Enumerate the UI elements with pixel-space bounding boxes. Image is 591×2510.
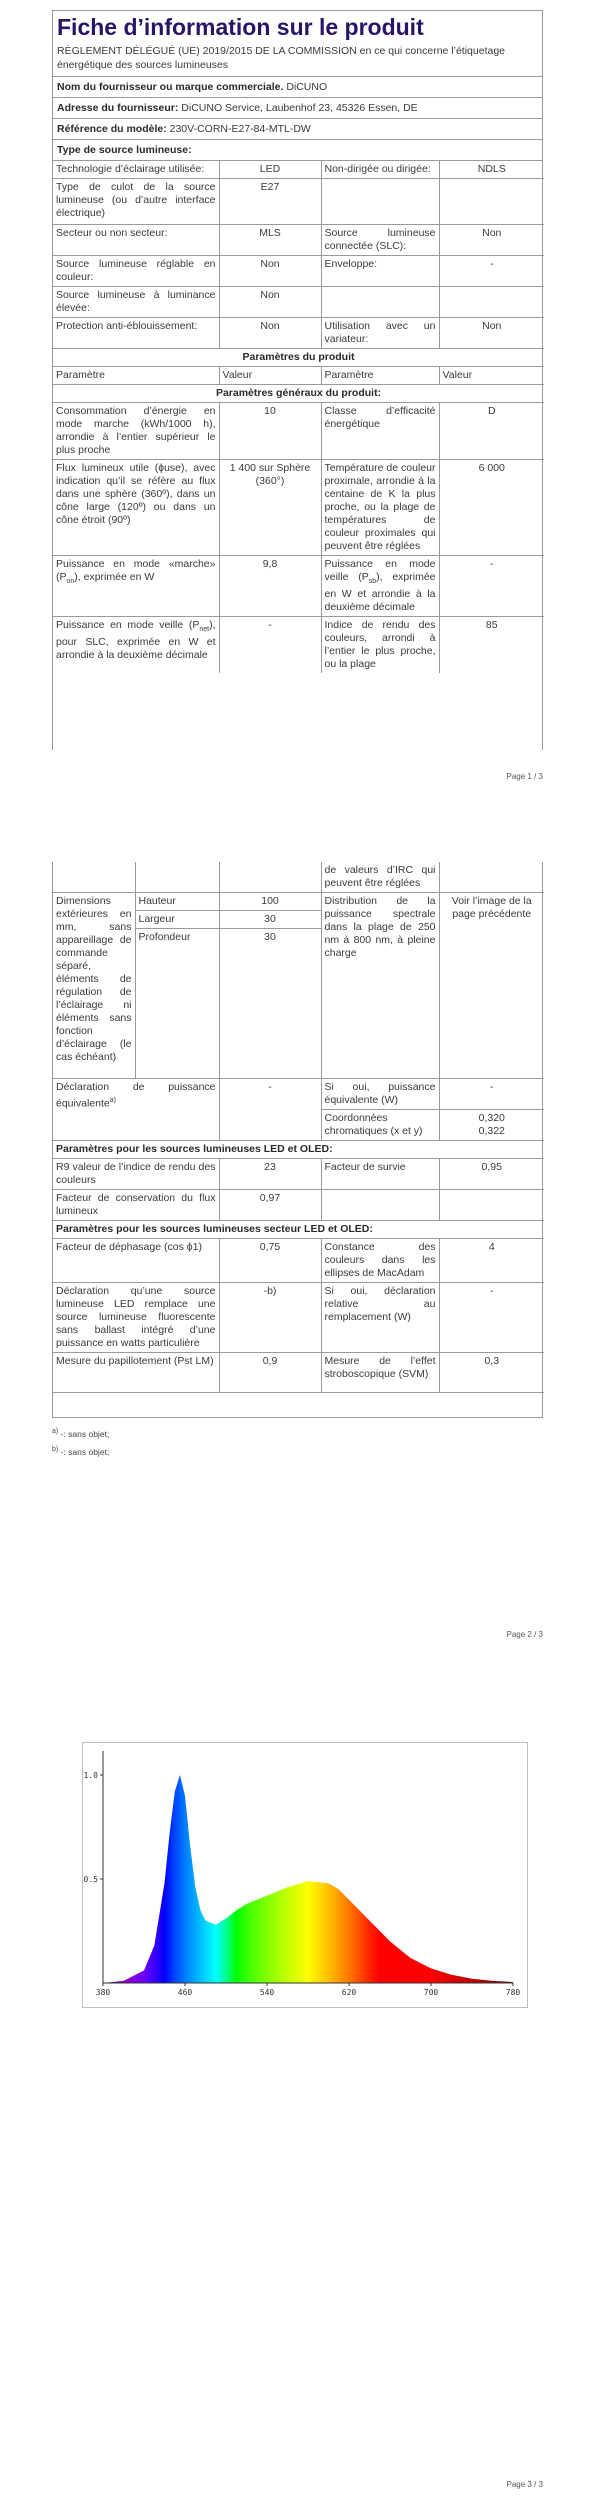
param-label: Protection anti-éblouissement: bbox=[53, 318, 219, 349]
param-value: 0,9 bbox=[219, 1353, 321, 1393]
param-label: Si oui, déclaration relative au remplacement (W) bbox=[321, 1283, 439, 1353]
table-row bbox=[53, 256, 544, 287]
table-row bbox=[53, 862, 544, 893]
section-header bbox=[53, 349, 544, 367]
table-row bbox=[53, 1190, 544, 1221]
spec-table-1 bbox=[53, 161, 544, 673]
page-number: Page 1 / 3 bbox=[506, 772, 543, 781]
param-label: Source lumineuse à luminance élevée: bbox=[53, 287, 219, 318]
x-tick-label: 460 bbox=[177, 1988, 193, 1997]
section-general-title: Paramètres généraux du produit: bbox=[53, 385, 544, 403]
param-label: Déclaration qu’une source lumineuse LED remplace une source lumineuse fluorescente sans ballast intégré d’une puissance en watts particulière bbox=[53, 1283, 219, 1353]
param-value: NDLS bbox=[439, 161, 544, 179]
param-value: MLS bbox=[219, 225, 321, 256]
table-row bbox=[53, 179, 544, 225]
supplier-row bbox=[53, 77, 542, 98]
param-value: Non bbox=[439, 318, 544, 349]
chroma-x: 0,320 bbox=[478, 1112, 505, 1124]
p-on-subscript: on bbox=[66, 578, 75, 586]
param-label: Source lumineuse connectée (SLC): bbox=[321, 225, 439, 256]
param-value: - bbox=[439, 556, 544, 617]
x-tick-label: 780 bbox=[505, 1988, 521, 1997]
param-value: - bbox=[439, 256, 544, 287]
param-label: Consommation d’énergie en mode marche (kWh/1000 h), arrondie à l’entier supérieur le plus proche bbox=[53, 403, 219, 460]
param-label: Utilisation avec un variateur: bbox=[321, 318, 439, 349]
model-row bbox=[53, 119, 542, 140]
table-row bbox=[53, 1353, 544, 1393]
model-value: 230V-CORN-E27-84-MTL-DW bbox=[169, 123, 311, 135]
param-value bbox=[439, 862, 544, 893]
x-tick-label: 620 bbox=[341, 1988, 357, 1997]
regulation-text: RÈGLEMENT DÉLÉGUÉ (UE) 2019/2015 DE LA COMMISSION en ce qui concerne l’étiquetage énergétique des sources lumineuses bbox=[53, 41, 542, 77]
spectral-distribution-chart bbox=[82, 1742, 528, 2008]
page-1 bbox=[0, 0, 591, 800]
p-sb-text-b: ), exprimée en W et arrondie à la deuxième décimale bbox=[324, 571, 436, 614]
spd-value: Voir l’image de la page précédente bbox=[439, 893, 544, 1079]
table-row bbox=[53, 556, 544, 617]
param-label: Mesure du papillotement (Pst LM) bbox=[53, 1353, 219, 1393]
param-value: 10 bbox=[219, 403, 321, 460]
dimensions-label: Dimensions extérieures en mm, sans appareillage de commande séparé, éléments de régulation de l’éclairage ni éléments sans fonction d’éclairage (le cas échéant) bbox=[53, 893, 135, 1079]
param-value bbox=[439, 287, 544, 318]
param-label: Facteur de conservation du flux lumineux bbox=[53, 1190, 219, 1221]
param-value: 23 bbox=[219, 1159, 321, 1190]
dimension-name: Largeur bbox=[135, 911, 219, 929]
p-net-text-b: ), pour SLC, exprimée en W et arrondie à la deuxième décimale bbox=[56, 619, 216, 662]
supplier-value: DiCUNO bbox=[286, 81, 328, 93]
section-header bbox=[53, 1221, 544, 1239]
page-number: Page 3 / 3 bbox=[506, 2480, 543, 2489]
param-label: Facteur de déphasage (cos ϕ1) bbox=[53, 1239, 219, 1283]
param-label bbox=[321, 287, 439, 318]
footnotes bbox=[52, 1424, 109, 1460]
footnote-a-text: -: sans objet; bbox=[60, 1428, 110, 1439]
page-2 bbox=[0, 860, 591, 1640]
param-label: R9 valeur de l’indice de rendu des couleurs bbox=[53, 1159, 219, 1190]
param-label: Si oui, puissance équivalente (W) bbox=[321, 1079, 439, 1110]
param-label bbox=[321, 1190, 439, 1221]
equiv-label: Déclaration de puissance équivalente bbox=[56, 1081, 216, 1110]
p-on-text-b: ), exprimée en W bbox=[74, 571, 155, 583]
param-value: 0,75 bbox=[219, 1239, 321, 1283]
table-row bbox=[53, 1283, 544, 1353]
param-value: Non bbox=[219, 318, 321, 349]
param-label: Coordonnées chromatiques (x et y) bbox=[321, 1110, 439, 1141]
param-value: LED bbox=[219, 161, 321, 179]
x-tick-label: 380 bbox=[95, 1988, 111, 1997]
param-label bbox=[321, 179, 439, 225]
product-sheet-frame bbox=[52, 10, 543, 750]
page-title: Fiche d’information sur le produit bbox=[57, 14, 424, 40]
p-on-text-a: Puissance en mode «marche» (P bbox=[56, 558, 216, 583]
x-tick-label: 540 bbox=[259, 1988, 275, 1997]
dimension-value: 30 bbox=[219, 929, 321, 1079]
address-value: DiCUNO Service, Laubenhof 23, 45326 Essen, DE bbox=[181, 102, 418, 114]
footnote-a-label: a) bbox=[52, 1428, 59, 1435]
param-value bbox=[439, 179, 544, 225]
y-tick-label: 0.5 bbox=[83, 1875, 98, 1884]
param-label: Technologie d’éclairage utilisée: bbox=[53, 161, 219, 179]
chroma-y: 0,322 bbox=[478, 1125, 505, 1137]
footnote-b bbox=[52, 1442, 109, 1460]
table-row bbox=[53, 617, 544, 674]
product-sheet-frame-continued bbox=[52, 862, 543, 1418]
column-header-row bbox=[53, 367, 544, 385]
param-label: Mesure de l’effet stroboscopique (SVM) bbox=[321, 1353, 439, 1393]
param-label bbox=[321, 556, 439, 617]
dimension-name: Hauteur bbox=[135, 893, 219, 911]
table-row bbox=[53, 287, 544, 318]
column-header: Paramètre bbox=[53, 367, 219, 385]
footnote-b-label: b) bbox=[52, 1445, 59, 1453]
address-row bbox=[53, 98, 542, 119]
param-label: Secteur ou non secteur: bbox=[53, 225, 219, 256]
table-row bbox=[53, 1079, 544, 1110]
param-value: 1 400 sur Sphère (360°) bbox=[219, 460, 321, 556]
param-value: 0,95 bbox=[439, 1159, 544, 1190]
param-label bbox=[53, 556, 219, 617]
table-row bbox=[53, 1239, 544, 1283]
param-value: E27 bbox=[219, 179, 321, 225]
table-row bbox=[53, 460, 544, 556]
section-mains-title: Paramètres pour les sources lumineuses secteur LED et OLED: bbox=[53, 1221, 544, 1239]
table-row bbox=[53, 893, 544, 911]
param-value: -b) bbox=[219, 1283, 321, 1353]
param-value: Non bbox=[219, 256, 321, 287]
table-row bbox=[53, 161, 544, 179]
address-label: Adresse du fournisseur: bbox=[57, 102, 179, 114]
param-value: Non bbox=[439, 225, 544, 256]
param-label: Température de couleur proximale, arrondie à la centaine de K la plus proche, ou la plage de températures de couleur proximales qui peuvent être réglées bbox=[321, 460, 439, 556]
param-value: - bbox=[439, 1283, 544, 1353]
spectral-chart-svg bbox=[83, 1743, 529, 2009]
column-header: Valeur bbox=[219, 367, 321, 385]
column-header: Valeur bbox=[439, 367, 544, 385]
param-label bbox=[53, 617, 219, 674]
param-label: Classe d’efficacité énergétique bbox=[321, 403, 439, 460]
param-label: Type de culot de la source lumineuse (ou d’autre interface électrique) bbox=[53, 179, 219, 225]
section-header bbox=[53, 385, 544, 403]
param-label bbox=[135, 862, 219, 893]
param-label: Non-dirigée ou dirigée: bbox=[321, 161, 439, 179]
footnote-b-text: -: sans objet; bbox=[60, 1446, 110, 1457]
param-value: 6 000 bbox=[439, 460, 544, 556]
param-value: 85 bbox=[439, 617, 544, 674]
param-value bbox=[219, 862, 321, 893]
param-value: - bbox=[439, 1079, 544, 1110]
spd-label: Distribution de la puissance spectrale dans la plage de 250 nm à 800 nm, à pleine charge bbox=[321, 893, 439, 1079]
y-tick-label: 1.0 bbox=[83, 1771, 98, 1780]
type-label: Type de source lumineuse: bbox=[57, 144, 192, 156]
param-value: 0,97 bbox=[219, 1190, 321, 1221]
x-tick-label: 700 bbox=[423, 1988, 439, 1997]
param-value: 4 bbox=[439, 1239, 544, 1283]
section-product-title: Paramètres du produit bbox=[53, 349, 544, 367]
dimension-value: 100 bbox=[219, 893, 321, 911]
param-label bbox=[53, 1079, 219, 1141]
param-label: Indice de rendu des couleurs, arrondi à l’entier le plus proche, ou la plage bbox=[321, 617, 439, 674]
param-label: Source lumineuse réglable en couleur: bbox=[53, 256, 219, 287]
param-value bbox=[439, 1110, 544, 1141]
table-row bbox=[53, 1159, 544, 1190]
param-value bbox=[439, 1190, 544, 1221]
p-sb-subscript: sb bbox=[368, 578, 377, 586]
param-value: D bbox=[439, 403, 544, 460]
param-value: Non bbox=[219, 287, 321, 318]
param-value: 0,3 bbox=[439, 1353, 544, 1393]
footnote-ref-a: a) bbox=[109, 1097, 116, 1104]
p-net-subscript: net bbox=[199, 626, 210, 634]
table-row bbox=[53, 225, 544, 256]
model-label: Référence du modèle: bbox=[57, 123, 167, 135]
param-value: - bbox=[219, 617, 321, 674]
dimension-name: Profondeur bbox=[135, 929, 219, 1079]
section-header bbox=[53, 1141, 544, 1159]
param-label: Facteur de survie bbox=[321, 1159, 439, 1190]
p-sb-text-a: Puissance en mode veille (P bbox=[324, 558, 436, 583]
column-header: Paramètre bbox=[321, 367, 439, 385]
param-value: - bbox=[219, 1079, 321, 1141]
supplier-label: Nom du fournisseur ou marque commerciale. bbox=[57, 81, 284, 93]
table-row bbox=[53, 318, 544, 349]
dimension-value: 30 bbox=[219, 911, 321, 929]
param-label: Enveloppe: bbox=[321, 256, 439, 287]
spectral-area bbox=[103, 1775, 513, 1983]
param-label: Constance des couleurs dans les ellipses de MacAdam bbox=[321, 1239, 439, 1283]
param-label: Flux lumineux utile (ɸuse), avec indication qu’il se réfère au flux dans une sphère (360º), dans un cône large (120º) ou dans un cône étroit (90º) bbox=[53, 460, 219, 556]
page-number: Page 2 / 3 bbox=[506, 1630, 543, 1639]
param-label bbox=[53, 862, 135, 893]
table-row bbox=[53, 403, 544, 460]
footnote-a bbox=[52, 1424, 109, 1442]
type-row bbox=[53, 140, 542, 161]
p-net-text-a: Puissance en mode veille (P bbox=[56, 619, 200, 632]
spec-table-2 bbox=[53, 862, 544, 1393]
param-value: 9,8 bbox=[219, 556, 321, 617]
section-led-title: Paramètres pour les sources lumineuses LED et OLED: bbox=[53, 1141, 544, 1159]
cri-continued: de valeurs d’IRC qui peuvent être réglées bbox=[321, 862, 439, 893]
page-3 bbox=[0, 1700, 591, 2510]
